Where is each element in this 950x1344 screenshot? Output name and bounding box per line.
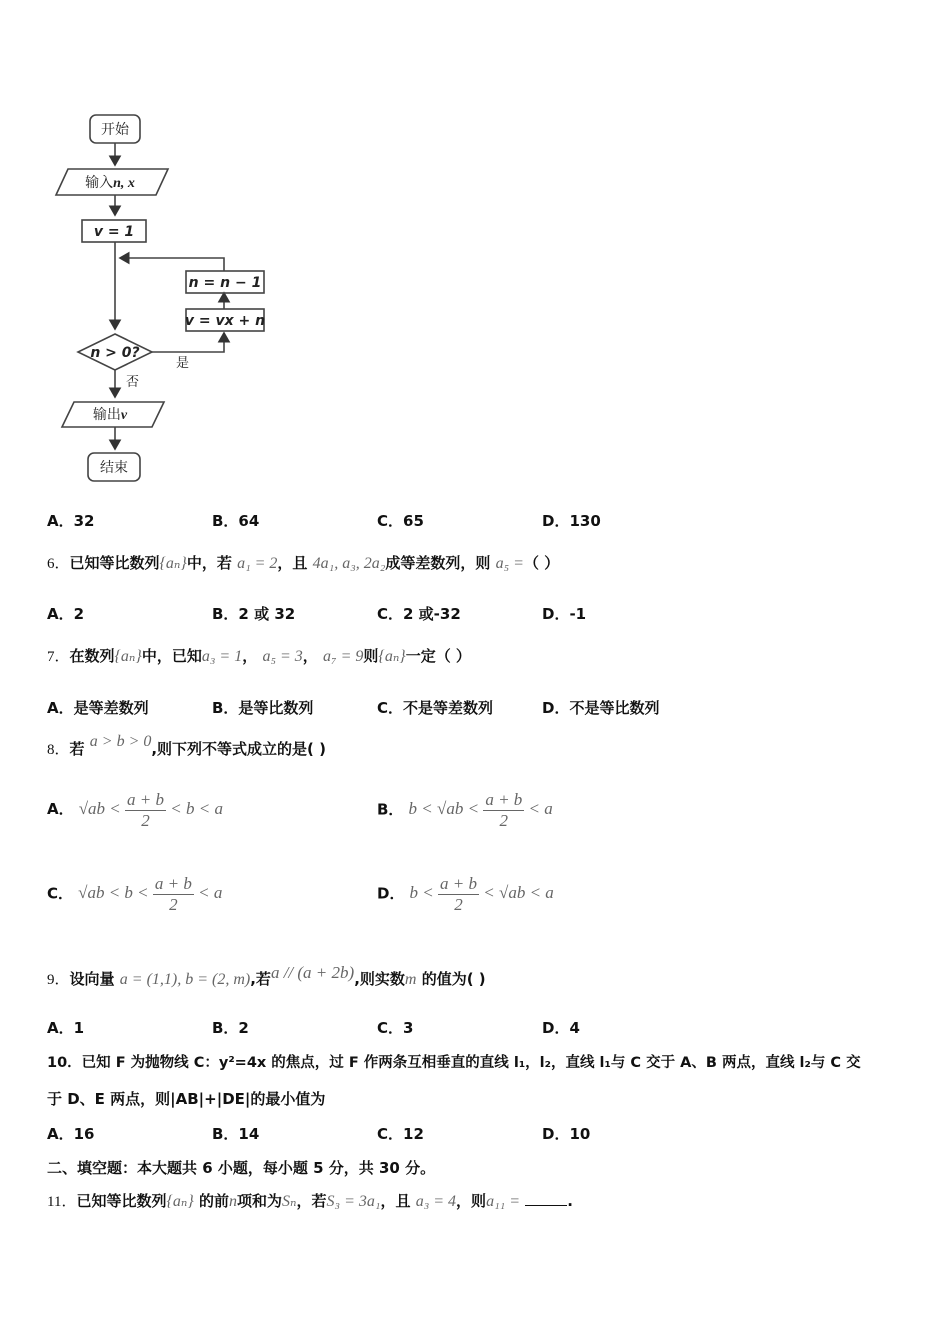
q11-math-s3: S₃ = 3a₁	[326, 1193, 381, 1210]
q8-d-expr: b < $\frac{a + b}{2}$ < √ab < a	[409, 874, 554, 914]
q7-math-seq: {aₙ}	[114, 648, 142, 665]
q6-text: 成等差数列，则	[385, 554, 491, 572]
q5-option-d: D．130	[542, 512, 601, 530]
q11-text: .	[567, 1192, 573, 1210]
flow-yes-label: 是	[176, 356, 190, 371]
q10-option-d: D．10	[542, 1125, 591, 1143]
q11-math-a11: a₁₁ =	[486, 1193, 520, 1210]
q8-math-cond: a > b > 0	[89, 733, 152, 750]
flow-start-label: 开始	[101, 122, 129, 138]
flowchart	[40, 105, 280, 490]
answer-blank[interactable]	[525, 1191, 567, 1206]
q9-math-parallel: a // (a + 2b)	[270, 963, 355, 982]
q8-text: 若	[69, 740, 85, 758]
question-8	[47, 733, 326, 759]
q6-number: 6．	[47, 556, 70, 572]
flow-update-v-label: v = vx + n	[184, 313, 266, 329]
q7-option-d: D．不是等比数列	[542, 699, 660, 717]
q8-option-d	[377, 874, 554, 915]
q6-math-seq: {aₙ}	[159, 555, 187, 572]
flow-output-var: v	[120, 408, 128, 423]
q5-option-b: B．64	[212, 512, 260, 530]
q11-text: ，且	[380, 1192, 411, 1210]
question-9	[47, 963, 486, 989]
flow-update-n-label: n = n − 1	[188, 275, 262, 291]
q7-text: 一定（ ）	[405, 647, 471, 665]
q7-option-b: B．是等比数列	[212, 699, 314, 717]
question-7	[47, 645, 471, 666]
q9-text: 的值为( )	[421, 970, 486, 988]
question-11	[47, 1190, 573, 1211]
q9-option-b: B．2	[212, 1019, 249, 1037]
q7-number: 7．	[47, 649, 70, 665]
q11-text: 的前	[198, 1192, 229, 1210]
q11-math-n: n	[229, 1193, 237, 1210]
q6-option-b: B．2 或 32	[212, 605, 296, 623]
q6-math-a5: a₅ =	[495, 555, 524, 572]
q11-math-a3: a₃ = 4	[415, 1193, 457, 1210]
q7-text: ，	[242, 647, 258, 665]
q9-option-c: C．3	[377, 1019, 414, 1037]
q6-text: （ ）	[523, 554, 560, 572]
q8-b-expr: b < √ab < $\frac{a + b}{2}$ < a	[408, 790, 553, 830]
q8-text: ,则下列不等式成立的是( )	[151, 740, 326, 758]
q8-number: 8．	[47, 742, 70, 758]
q7-math-a3: a₃ = 1	[201, 648, 243, 665]
question-10-line-1: 10．已知 F 为抛物线 C：y²=4x 的焦点，过 F 作两条互相垂直的直线 l₁，l₂，直线 l₁与 C 交于 A、B 两点，直线 l₂与 C 交	[47, 1055, 861, 1071]
q6-math-a1: a₁ = 2	[237, 555, 278, 572]
q11-math-sn: Sₙ	[282, 1193, 297, 1210]
q9-text: ,若	[250, 970, 271, 988]
q7-option-a: A．是等差数列	[47, 699, 149, 717]
q8-a-expr: √ab < $\frac{a + b}{2}$ < b < a	[78, 790, 223, 830]
flow-output-label: 输出	[92, 407, 121, 423]
q11-text: ，则	[456, 1192, 487, 1210]
q6-option-d: D．-1	[542, 605, 587, 623]
q9-math-m: m	[404, 971, 417, 988]
q7-option-c: C．不是等差数列	[377, 699, 494, 717]
q8-label-d: D．	[377, 884, 405, 903]
q9-text: ,则实数	[354, 970, 405, 988]
q8-option-b	[377, 790, 553, 831]
q5-option-a: A．32	[47, 512, 95, 530]
q9-option-a: A．1	[47, 1019, 85, 1037]
q10-option-a: A．16	[47, 1125, 95, 1143]
q10-option-b: B．14	[212, 1125, 260, 1143]
q7-text: 中，已知	[141, 647, 202, 665]
q7-math-a7: a₇ = 9	[323, 648, 364, 665]
question-6	[47, 552, 559, 573]
flow-condition-label: n > 0?	[90, 345, 140, 361]
q6-text: 已知等比数列	[69, 554, 160, 572]
flow-input-label: 输入	[85, 175, 114, 191]
q11-text: 已知等比数列	[76, 1192, 167, 1210]
flow-end-label: 结束	[100, 460, 128, 476]
flow-init-label: v = 1	[93, 224, 135, 240]
q7-text: ，	[302, 647, 318, 665]
q8-label-a: A．	[47, 800, 74, 819]
svg-text:输出v	[93, 407, 128, 423]
q7-text: 则	[363, 647, 379, 665]
q11-text: ，若	[296, 1192, 327, 1210]
flow-input-vars: n, x	[113, 176, 135, 191]
q11-text: 项和为	[237, 1192, 283, 1210]
q8-option-c	[47, 874, 222, 915]
q11-number: 11．	[47, 1194, 77, 1210]
q9-math-vectors: a = (1,1), b = (2, m)	[119, 971, 251, 988]
q6-math-terms: 4a₁, a₃, 2a₂	[312, 555, 386, 572]
q7-math-seq2: {aₙ}	[378, 648, 406, 665]
q8-option-a	[47, 790, 223, 831]
q7-text: 在数列	[69, 647, 115, 665]
q8-label-c: C．	[47, 884, 74, 903]
q9-option-d: D．4	[542, 1019, 580, 1037]
section-2-title: 二、填空题：本大题共 6 小题，每小题 5 分，共 30 分。	[47, 1159, 436, 1177]
q6-text: ，且	[277, 554, 308, 572]
q11-math-seq: {aₙ}	[166, 1193, 194, 1210]
q8-label-b: B．	[377, 800, 404, 819]
question-10-line-2: 于 D、E 两点，则|AB|+|DE|的最小值为	[47, 1090, 326, 1108]
q7-math-a5: a₅ = 3	[262, 648, 303, 665]
q6-text: 中，若	[186, 554, 232, 572]
q9-text: 设向量	[69, 970, 115, 988]
q5-option-c: C．65	[377, 512, 424, 530]
q6-option-a: A．2	[47, 605, 85, 623]
q8-c-expr: √ab < b < $\frac{a + b}{2}$ < a	[78, 874, 223, 914]
flow-no-label: 否	[126, 375, 140, 390]
q6-option-c: C．2 或-32	[377, 605, 461, 623]
q10-option-c: C．12	[377, 1125, 424, 1143]
q9-number: 9．	[47, 972, 70, 988]
svg-text:输入n, x	[85, 175, 135, 191]
